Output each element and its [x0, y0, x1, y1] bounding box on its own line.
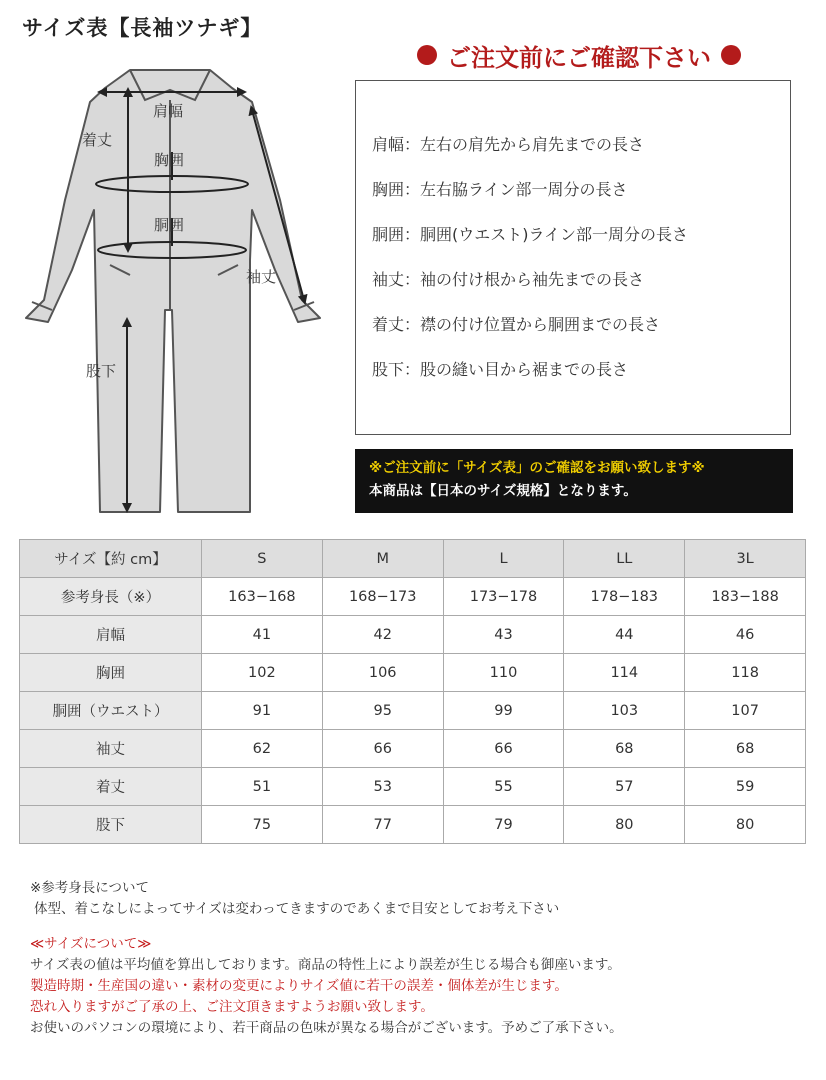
- table-row: [20, 578, 806, 616]
- table-cell: 107: [685, 692, 806, 730]
- note-line: お使いのパソコンの環境により、若干商品の色味が異なる場合がございます。予めご了承下さい。: [30, 1020, 623, 1036]
- table-row: [20, 616, 806, 654]
- definitions-list: [372, 131, 688, 401]
- definitions-box: [355, 80, 791, 435]
- table-row: [20, 806, 806, 844]
- note-line: サイズ表の値は平均値を算出しております。商品の特性上により誤差が生じる場合も御座います。: [30, 957, 621, 973]
- table-cell: 66: [322, 730, 443, 768]
- coverall-illustration-icon: [20, 60, 340, 530]
- definition-item: 股下：股の縫い目から裾までの長さ: [372, 360, 629, 379]
- table-cell: 43: [443, 616, 564, 654]
- table-row-label: 肩幅: [20, 616, 202, 654]
- note-line-warning: 恐れ入りますがご了承の上、ご注文頂きますようお願い致します。: [30, 999, 434, 1015]
- table-cell: 68: [685, 730, 806, 768]
- diagram-label-length: 着丈: [82, 131, 113, 149]
- table-cell: 163−168: [202, 578, 323, 616]
- diagram-label-inseam: 股下: [86, 362, 117, 380]
- definition-item: 胴囲：胴囲(ウエスト)ライン部一周分の長さ: [372, 225, 689, 244]
- notice-heading: [384, 38, 774, 72]
- table-cell: 118: [685, 654, 806, 692]
- table-row-label: 着丈: [20, 768, 202, 806]
- table-cell: 68: [564, 730, 685, 768]
- note-size-heading: ≪サイズについて≫: [30, 936, 152, 952]
- table-cell: 51: [202, 768, 323, 806]
- definition-item: 胸囲：左右脇ライン部一周分の長さ: [372, 180, 628, 199]
- table-cell: 66: [443, 730, 564, 768]
- table-cell: 44: [564, 616, 685, 654]
- size-table: [19, 539, 806, 844]
- size-notice-banner: [355, 449, 793, 513]
- table-cell: 75: [202, 806, 323, 844]
- table-header-cell: L: [443, 540, 564, 578]
- definition-item: 肩幅：左右の肩先から肩先までの長さ: [372, 135, 645, 154]
- table-cell: 106: [322, 654, 443, 692]
- banner-line-2: 本商品は【日本のサイズ規格】となります。: [369, 483, 637, 499]
- table-row-label: 股下: [20, 806, 202, 844]
- notes-section: [30, 878, 810, 1039]
- table-cell: 77: [322, 806, 443, 844]
- table-cell: 178−183: [564, 578, 685, 616]
- table-row: [20, 730, 806, 768]
- table-row-label: 胴囲（ウエスト）: [20, 692, 202, 730]
- table-row-label: 胸囲: [20, 654, 202, 692]
- note-line-warning: 製造時期・生産国の違い・素材の変更によりサイズ値に若干の誤差・個体差が生じます。: [30, 978, 568, 994]
- table-cell: 168−173: [322, 578, 443, 616]
- table-row-label: 参考身長（※）: [20, 578, 202, 616]
- table-cell: 102: [202, 654, 323, 692]
- table-cell: 80: [685, 806, 806, 844]
- table-header-cell: LL: [564, 540, 685, 578]
- page-title: サイズ表【長袖ツナギ】: [22, 16, 263, 40]
- red-dot-icon: [417, 45, 437, 65]
- note-reference-height-heading: ※参考身長について: [30, 880, 150, 896]
- table-cell: 42: [322, 616, 443, 654]
- table-cell: 79: [443, 806, 564, 844]
- table-row-label: 袖丈: [20, 730, 202, 768]
- definition-item: 着丈：襟の付け位置から胴囲までの長さ: [372, 315, 661, 334]
- notice-heading-text: ご注文前にご確認下さい: [447, 43, 711, 72]
- table-row: [20, 768, 806, 806]
- table-cell: 57: [564, 768, 685, 806]
- table-cell: 46: [685, 616, 806, 654]
- table-cell: 103: [564, 692, 685, 730]
- table-header-row: [20, 540, 806, 578]
- diagram-label-chest: 胸囲: [154, 151, 185, 169]
- table-cell: 41: [202, 616, 323, 654]
- table-row: [20, 692, 806, 730]
- table-cell: 183−188: [685, 578, 806, 616]
- note-reference-height-text: 体型、着こなしによってサイズは変わってきますのであくまで目安としてお考え下さい: [34, 901, 560, 917]
- table-row: [20, 654, 806, 692]
- table-cell: 62: [202, 730, 323, 768]
- red-dot-icon: [721, 45, 741, 65]
- table-header-cell: サイズ【約 cm】: [20, 540, 202, 578]
- table-cell: 59: [685, 768, 806, 806]
- table-cell: 95: [322, 692, 443, 730]
- definition-item: 袖丈：袖の付け根から袖先までの長さ: [372, 270, 645, 289]
- table-cell: 55: [443, 768, 564, 806]
- table-header-cell: S: [202, 540, 323, 578]
- table-cell: 114: [564, 654, 685, 692]
- table-cell: 173−178: [443, 578, 564, 616]
- table-header-cell: 3L: [685, 540, 806, 578]
- banner-line-1: ※ご注文前に「サイズ表」のご確認をお願い致します※: [369, 460, 705, 476]
- table-header-cell: M: [322, 540, 443, 578]
- diagram-label-sleeve: 袖丈: [246, 268, 277, 286]
- coverall-diagram: [20, 60, 340, 530]
- table-cell: 80: [564, 806, 685, 844]
- table-cell: 110: [443, 654, 564, 692]
- diagram-label-shoulder: 肩幅: [153, 102, 184, 120]
- table-cell: 99: [443, 692, 564, 730]
- diagram-label-waist: 胴囲: [154, 216, 185, 234]
- table-cell: 91: [202, 692, 323, 730]
- table-cell: 53: [322, 768, 443, 806]
